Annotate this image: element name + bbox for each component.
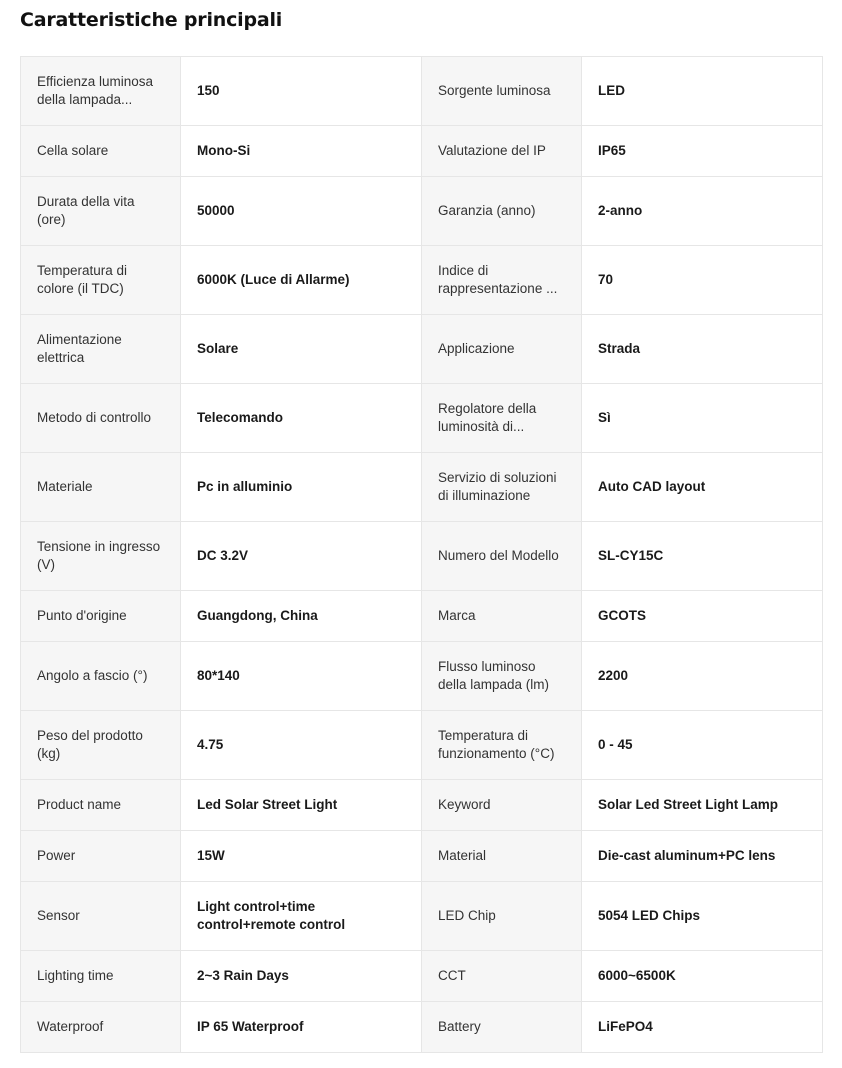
spec-value: Solar Led Street Light Lamp [582, 780, 823, 831]
spec-row [21, 831, 823, 882]
spec-value: Light control+time control+remote control [181, 882, 422, 951]
spec-label: Keyword [422, 780, 582, 831]
spec-row [21, 780, 823, 831]
spec-label: Marca [422, 591, 582, 642]
spec-label: Valutazione del IP [422, 126, 582, 177]
spec-label: Lighting time [21, 951, 181, 1002]
spec-label: Punto d'origine [21, 591, 181, 642]
spec-label: Angolo a fascio (°) [21, 642, 181, 711]
spec-row [21, 522, 823, 591]
spec-value: 80*140 [181, 642, 422, 711]
spec-value: IP 65 Waterproof [181, 1002, 422, 1053]
spec-row [21, 453, 823, 522]
spec-value: 4.75 [181, 711, 422, 780]
spec-value: 150 [181, 57, 422, 126]
spec-label: Tensione in ingresso (V) [21, 522, 181, 591]
spec-value: 2-anno [582, 177, 823, 246]
spec-label: CCT [422, 951, 582, 1002]
spec-label: Sensor [21, 882, 181, 951]
spec-value: LiFePO4 [582, 1002, 823, 1053]
spec-value: 5054 LED Chips [582, 882, 823, 951]
spec-label: Flusso luminoso della lampada (lm) [422, 642, 582, 711]
spec-value: Mono-Si [181, 126, 422, 177]
spec-label: Servizio di soluzioni di illuminazione [422, 453, 582, 522]
spec-label: Indice di rappresentazione ... [422, 246, 582, 315]
specs-table-body [21, 57, 823, 1053]
spec-label: Peso del prodotto (kg) [21, 711, 181, 780]
spec-label: Product name [21, 780, 181, 831]
spec-label: Regolatore della luminosità di... [422, 384, 582, 453]
spec-label: Power [21, 831, 181, 882]
spec-value: GCOTS [582, 591, 823, 642]
spec-label: Temperatura di funzionamento (°C) [422, 711, 582, 780]
spec-value: IP65 [582, 126, 823, 177]
spec-label: Waterproof [21, 1002, 181, 1053]
spec-label: LED Chip [422, 882, 582, 951]
spec-value: 2~3 Rain Days [181, 951, 422, 1002]
spec-label: Durata della vita (ore) [21, 177, 181, 246]
spec-value: Sì [582, 384, 823, 453]
spec-value: DC 3.2V [181, 522, 422, 591]
spec-value: 6000~6500K [582, 951, 823, 1002]
spec-value: 6000K (Luce di Allarme) [181, 246, 422, 315]
spec-label: Material [422, 831, 582, 882]
spec-label: Garanzia (anno) [422, 177, 582, 246]
spec-value: Telecomando [181, 384, 422, 453]
spec-value: LED [582, 57, 823, 126]
spec-label: Sorgente luminosa [422, 57, 582, 126]
section-title: Caratteristiche principali [20, 9, 283, 31]
spec-label: Cella solare [21, 126, 181, 177]
spec-value: 15W [181, 831, 422, 882]
spec-label: Efficienza luminosa della lampada... [21, 57, 181, 126]
spec-value: Pc in alluminio [181, 453, 422, 522]
spec-value: 50000 [181, 177, 422, 246]
spec-label: Metodo di controllo [21, 384, 181, 453]
spec-value: 2200 [582, 642, 823, 711]
spec-value: Led Solar Street Light [181, 780, 422, 831]
spec-value: Auto CAD layout [582, 453, 823, 522]
spec-value: Die-cast aluminum+PC lens [582, 831, 823, 882]
spec-label: Alimentazione elettrica [21, 315, 181, 384]
spec-row [21, 246, 823, 315]
spec-value: 0 - 45 [582, 711, 823, 780]
spec-row [21, 642, 823, 711]
spec-value: SL-CY15C [582, 522, 823, 591]
spec-value: Strada [582, 315, 823, 384]
spec-row [21, 1002, 823, 1053]
spec-row [21, 177, 823, 246]
spec-row [21, 57, 823, 126]
spec-label: Materiale [21, 453, 181, 522]
spec-row [21, 882, 823, 951]
spec-row [21, 315, 823, 384]
spec-value: Solare [181, 315, 422, 384]
spec-row [21, 951, 823, 1002]
spec-value: Guangdong, China [181, 591, 422, 642]
specs-table [20, 56, 823, 1053]
spec-row [21, 591, 823, 642]
spec-label: Applicazione [422, 315, 582, 384]
spec-label: Numero del Modello [422, 522, 582, 591]
spec-row [21, 126, 823, 177]
spec-row [21, 384, 823, 453]
spec-row [21, 711, 823, 780]
spec-label: Battery [422, 1002, 582, 1053]
spec-value: 70 [582, 246, 823, 315]
spec-label: Temperatura di colore (il TDC) [21, 246, 181, 315]
